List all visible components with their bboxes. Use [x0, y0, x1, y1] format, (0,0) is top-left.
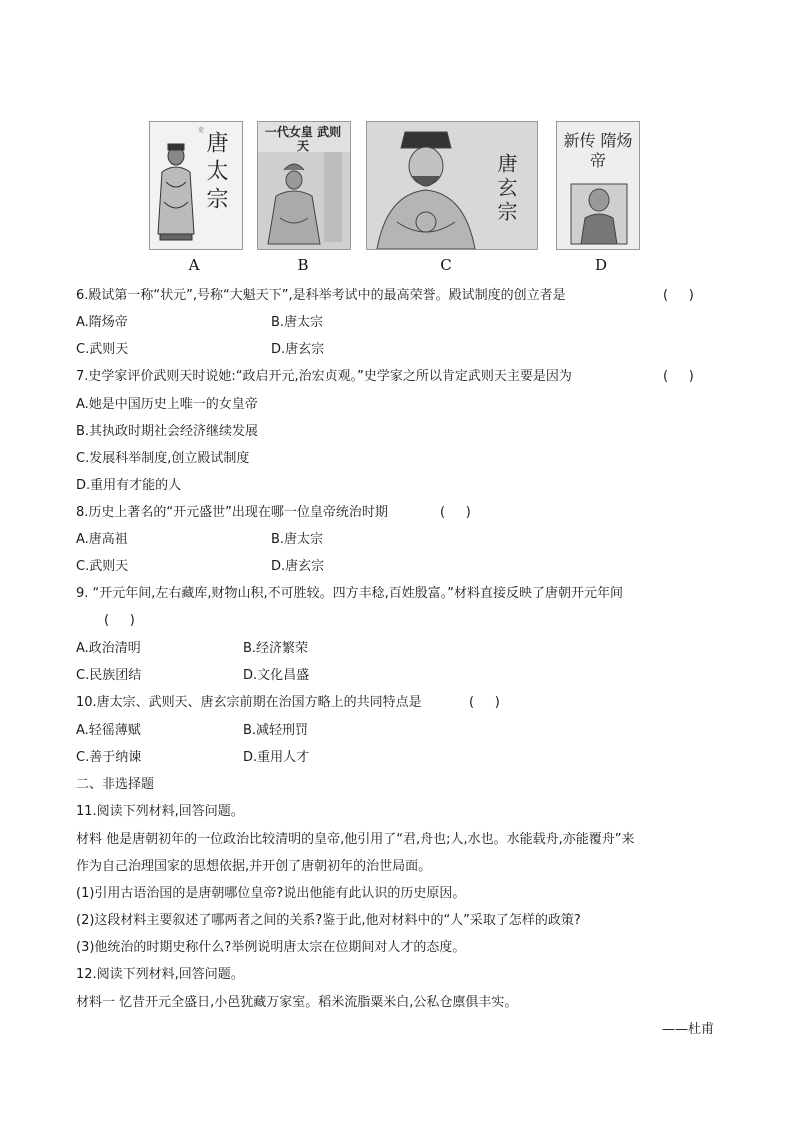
- question-10-option-a: A.轻徭薄赋: [76, 723, 141, 738]
- question-11-sub-2: (2)这段材料主要叙述了哪两者之间的关系?鉴于此,他对材料中的“人”采取了怎样的政策?: [76, 913, 581, 928]
- question-7-option-a: A.她是中国历史上唯一的女皇帝: [76, 397, 258, 412]
- figure-b-label: B: [297, 256, 309, 274]
- figure-d-title: 新传 隋炀帝: [563, 131, 633, 170]
- question-10-option-c: C.善于纳谏: [76, 750, 142, 765]
- question-11-material-line-2: 作为自己治理国家的思想依据,并开创了唐朝初年的治世局面。: [76, 859, 432, 874]
- question-10-option-d: D.重用人才: [243, 750, 310, 765]
- question-12-intro: 12.阅读下列材料,回答问题。: [76, 967, 244, 982]
- question-9-option-b: B.经济繁荣: [243, 641, 309, 656]
- question-11-material-line-1: 材料 他是唐朝初年的一位政治比较清明的皇帝,他引用了“君,舟也;人,水也。水能载舟,亦能覆舟”来: [76, 832, 635, 847]
- question-6-option-a: A.隋炀帝: [76, 315, 128, 330]
- figure-row: [0, 121, 794, 276]
- question-9-option-c: C.民族团结: [76, 668, 142, 683]
- figure-a-title: 唐太宗: [203, 131, 228, 215]
- question-8-stem: 8.历史上著名的“开元盛世”出现在哪一位皇帝统治时期: [76, 505, 388, 520]
- question-6-answer-blank: ( ): [663, 288, 694, 303]
- question-8-option-b: B.唐太宗: [271, 532, 324, 547]
- question-8-option-c: C.武则天: [76, 559, 129, 574]
- question-6-option-b: B.唐太宗: [271, 315, 324, 330]
- question-7-option-c: C.发展科举制度,创立殿试制度: [76, 451, 250, 466]
- question-9-answer-blank: ( ): [104, 613, 135, 628]
- question-7-option-b: B.其执政时期社会经济继续发展: [76, 424, 259, 439]
- question-9-option-a: A.政治清明: [76, 641, 141, 656]
- question-8-answer-blank: ( ): [440, 505, 471, 520]
- figure-c-label: C: [440, 256, 452, 274]
- question-10-stem: 10.唐太宗、武则天、唐玄宗前期在治国方略上的共同特点是: [76, 695, 422, 710]
- question-8-option-a: A.唐高祖: [76, 532, 128, 547]
- question-7-option-d: D.重用有才能的人: [76, 478, 182, 493]
- question-12-attribution: ——杜甫: [662, 1022, 715, 1037]
- question-10-option-b: B.减轻刑罚: [243, 723, 309, 738]
- figure-d-label: D: [594, 256, 608, 274]
- figure-b-title: 一代女皇 武则天: [264, 125, 342, 153]
- question-7-answer-blank: ( ): [663, 369, 694, 384]
- question-8-option-d: D.唐玄宗: [271, 559, 325, 574]
- question-6-option-d: D.唐玄宗: [271, 342, 325, 357]
- question-6-option-c: C.武则天: [76, 342, 129, 357]
- question-6-stem: 6.殿试第一称“状元”,号称“大魁天下”,是科举考试中的最高荣誉。殿试制度的创立者是: [76, 288, 566, 303]
- svg-text:史: 史: [198, 127, 205, 134]
- section-2-heading: 二、非选择题: [76, 777, 155, 792]
- question-11-sub-3: (3)他统治的时期史称什么?举例说明唐太宗在位期间对人才的态度。: [76, 940, 466, 955]
- question-10-answer-blank: ( ): [469, 695, 500, 710]
- question-9-option-d: D.文化昌盛: [243, 668, 310, 683]
- question-11-intro: 11.阅读下列材料,回答问题。: [76, 804, 244, 819]
- figure-c-title: 唐玄宗: [494, 153, 518, 225]
- question-7-stem: 7.史学家评价武则天时说她:“政启开元,治宏贞观。”史学家之所以肯定武则天主要是因为: [76, 369, 572, 384]
- question-11-sub-1: (1)引用古语治国的是唐朝哪位皇帝?说出他能有此认识的历史原因。: [76, 886, 466, 901]
- question-9-stem: 9. “开元年间,左右藏库,财物山积,不可胜较。四方丰稔,百姓殷富。”材料直接反映了唐朝开元年间: [76, 586, 624, 601]
- figure-a-label: A: [188, 256, 200, 274]
- question-12-material-1: 材料一 忆昔开元全盛日,小邑犹藏万家室。稻米流脂粟米白,公私仓廪俱丰实。: [76, 995, 518, 1010]
